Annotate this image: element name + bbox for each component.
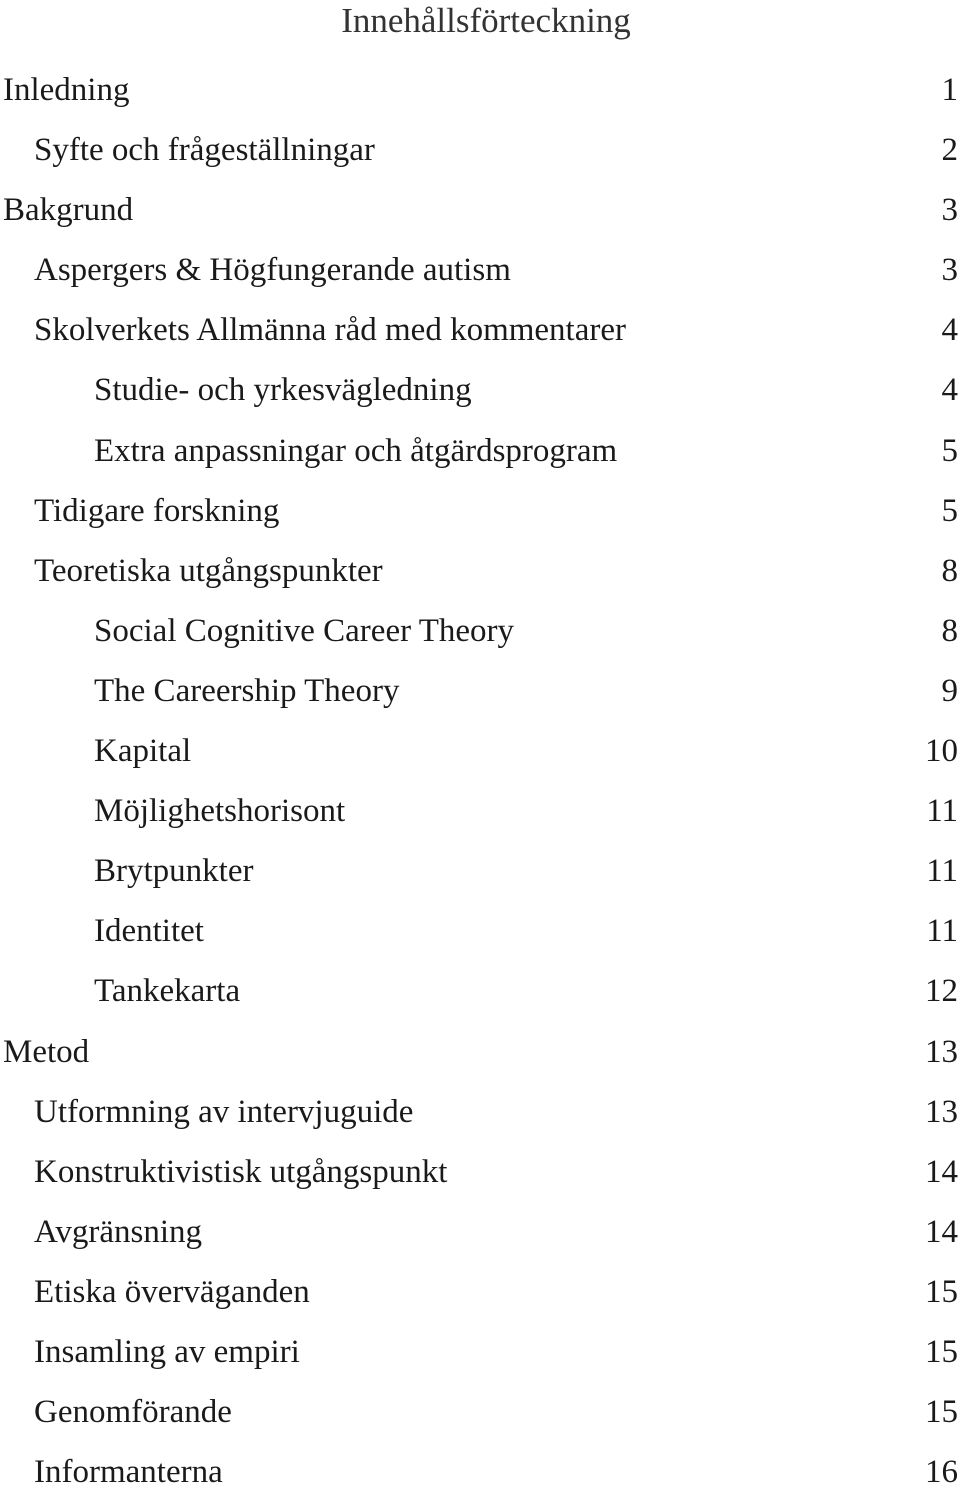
toc-entry-label: Utformning av intervjuguide [34,1093,414,1130]
toc-entry-page-number: 5 [941,432,958,469]
toc-entry-label: Bakgrund [3,192,134,229]
toc-entry[interactable] [0,841,960,901]
toc-entry[interactable] [0,360,960,420]
toc-entry-label: Studie- och yrkesvägledning [94,372,472,409]
toc-entry-page-number: 1 [941,72,958,108]
toc-entry-label: Insamling av empiri [34,1333,300,1370]
toc-entry[interactable] [0,120,960,180]
toc-entry-label: Syfte och frågeställningar [34,132,375,169]
toc-entry[interactable] [0,481,960,541]
toc-entry-label: Etiska överväganden [34,1273,310,1310]
toc-entry-page-number: 15 [925,1394,958,1431]
toc-entry-label: Konstruktivistisk utgångspunkt [34,1153,448,1190]
toc-entry[interactable] [0,421,960,481]
toc-entry-page-number: 10 [925,733,958,770]
toc-entry-label: Metod [3,1033,90,1070]
toc-entry[interactable] [0,240,960,300]
toc-entry-label: The Careership Theory [94,672,400,709]
toc-entry-label: Informanterna [34,1454,223,1491]
toc-entry[interactable] [0,1202,960,1262]
toc-entry-label: Brytpunkter [94,853,254,890]
toc-entry-label: Möjlighetshorisont [94,793,346,830]
toc-entry-page-number: 16 [925,1454,958,1491]
toc-entry-page-number: 12 [925,973,958,1010]
toc-entry[interactable] [0,961,960,1021]
toc-entry-label: Inledning [3,72,130,108]
table-of-contents [0,60,960,1502]
toc-entry-label: Aspergers & Högfungerande autism [34,252,511,289]
toc-entry-label: Tidigare forskning [34,492,280,529]
toc-entry-label: Skolverkets Allmänna råd med kommentarer [34,312,627,349]
toc-entry-page-number: 3 [941,192,958,229]
toc-entry-page-number: 15 [925,1333,958,1370]
toc-entry-label: Teoretiska utgångspunkter [34,552,383,589]
toc-entry-page-number: 4 [941,372,958,409]
toc-entry-page-number: 11 [926,913,958,950]
toc-entry[interactable] [0,1322,960,1382]
toc-entry[interactable] [0,300,960,360]
toc-entry-page-number: 9 [941,672,958,709]
toc-entry[interactable] [0,1262,960,1322]
toc-entry[interactable] [0,1082,960,1142]
toc-entry[interactable] [0,1142,960,1202]
toc-entry-page-number: 5 [941,492,958,529]
toc-entry-page-number: 4 [941,312,958,349]
toc-entry-page-number: 14 [925,1213,958,1250]
toc-entry[interactable] [0,661,960,721]
page-title: Innehållsförteckning [341,1,631,40]
toc-entry[interactable] [0,721,960,781]
toc-entry[interactable] [0,601,960,661]
toc-entry[interactable] [0,1442,960,1502]
toc-entry-page-number: 8 [941,552,958,589]
toc-entry[interactable] [0,1022,960,1082]
toc-entry[interactable] [0,60,960,120]
toc-entry-page-number: 13 [925,1033,958,1070]
toc-entry-label: Avgränsning [34,1213,203,1250]
toc-entry-page-number: 8 [941,612,958,649]
toc-entry-page-number: 2 [941,132,958,169]
toc-entry-label: Kapital [94,733,192,770]
toc-entry-page-number: 13 [925,1093,958,1130]
toc-entry-label: Social Cognitive Career Theory [94,612,515,649]
toc-entry-label: Genomförande [34,1394,232,1431]
toc-entry-page-number: 3 [941,252,958,289]
toc-entry[interactable] [0,901,960,961]
toc-entry-page-number: 11 [926,793,958,830]
toc-entry-page-number: 11 [926,853,958,890]
toc-entry-label: Tankekarta [94,973,241,1010]
toc-entry-label: Identitet [94,913,204,950]
toc-entry-label: Extra anpassningar och åtgärdsprogram [94,432,618,469]
toc-entry-page-number: 14 [925,1153,958,1190]
toc-entry[interactable] [0,541,960,601]
toc-entry[interactable] [0,1382,960,1442]
toc-entry-page-number: 15 [925,1273,958,1310]
toc-entry[interactable] [0,781,960,841]
toc-entry[interactable] [0,180,960,240]
